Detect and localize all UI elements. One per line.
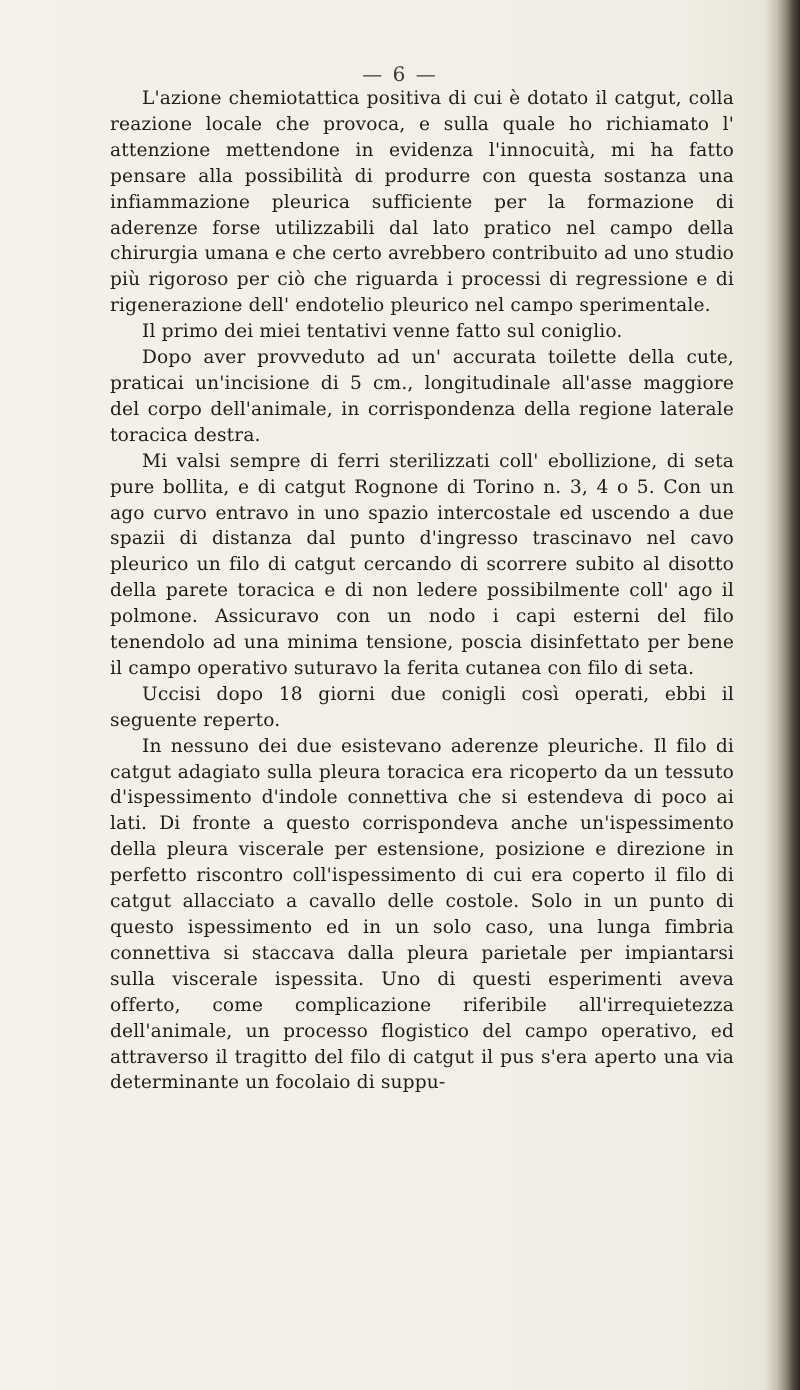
paragraph: L'azione chemiotattica positiva di cui è dotato il catgut, colla reazione locale che provoca, e sulla quale ho richiamato l' attenzione mettendone in evidenza l'innocuità, mi ha fatto pensare alla possibilità di produrre con questa sostanza una infiammazione pleurica sufficiente per la formazione di aderenze forse utilizzabili dal lato pratico nel campo della chirurgia umana e che certo avrebbero contribuito ad uno studio più rigoroso per ciò che riguarda i processi di regressione e di rigenerazione dell' endotelio pleurico nel campo sperimentale. (110, 88, 734, 317)
paragraph: Dopo aver provveduto ad un' accurata toilette della cute, praticai un'incisione di 5 cm., longitudinale all'asse maggiore del corpo dell'animale, in corrispondenza della regione laterale toracica destra. (110, 347, 734, 446)
page-number: — 6 — (362, 62, 438, 86)
paragraph: In nessuno dei due esistevano aderenze pleuriche. Il filo di catgut adagiato sulla pleura toracica era ricoperto da un tessuto d'ispessimento d'indole connettiva che si estendeva di poco ai lati. Di fronte a questo corrispondeva anche un'ispessimento della pleura viscerale per estensione, posizione e direzione in perfetto riscontro coll'ispessimento di cui era coperto il filo di catgut allacciato a cavallo delle costole. Solo in un punto di questo ispessimento ed in un solo caso, una lunga fimbria connettiva si staccava dalla pleura parietale per impiantarsi sulla viscerale ispessita. Uno di questi esperimenti aveva offerto, come complicazione riferibile all'irrequietezza dell'animale, un processo flogistico del campo operativo, ed attraverso il tragitto del filo di catgut il pus s'era aperto una via determinante un focolaio di suppu- (110, 735, 734, 1094)
paragraph: Il primo dei miei tentativi venne fatto sul coniglio. (142, 321, 623, 343)
page-edge-shadow (766, 0, 800, 1390)
paragraph: Mi valsi sempre di ferri sterilizzati coll' ebollizione, di seta pure bollita, e di catgut Rognone di Torino n. 3, 4 o 5. Con un ago curvo entravo in uno spazio intercostale ed uscendo a due spazii di distanza dal punto d'ingresso trascinavo nel cavo pleurico un filo di catgut cercando di scorrere subito al disotto della parete toracica e di non ledere possibilmente coll' ago il polmone. Assicuravo con un nodo i capi esterni del filo tenendolo ad una minima tensione, poscia disinfettato per bene il campo operativo suturavo la ferita cutanea con filo di seta. (110, 450, 734, 679)
paragraph: Uccisi dopo 18 giorni due conigli così operati, ebbi il seguente reperto. (110, 683, 734, 731)
body-text (110, 86, 734, 1096)
